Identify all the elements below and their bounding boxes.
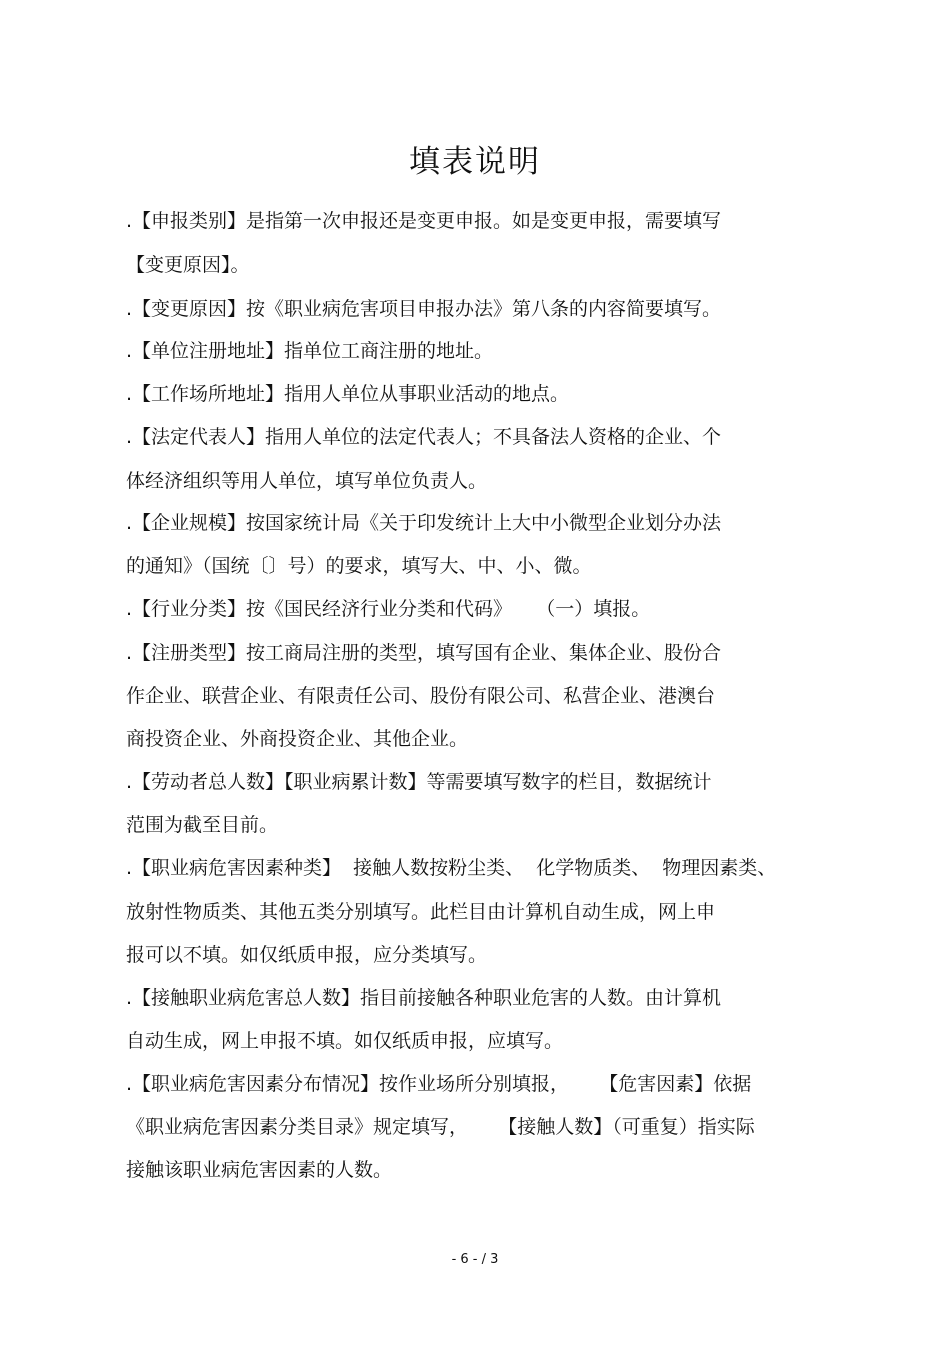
- text-line-21: .【职业病危害因素分布情况】按作业场所分别填报， 【危害因素】依据: [126, 1073, 752, 1095]
- text-line-13: 商投资企业、外商投资企业、其他企业。: [126, 728, 469, 750]
- text-line-7: 体经济组织等用人单位，填写单位负责人。: [126, 470, 488, 492]
- text-line-4: .【单位注册地址】指单位工商注册的地址。: [126, 340, 494, 362]
- text-line-8: .【企业规模】按国家统计局《关于印发统计上大中小微型企业划分办法: [126, 512, 722, 534]
- text-line-22: 《职业病危害因素分类目录》规定填写， 【接触人数】（可重复）指实际: [126, 1116, 755, 1138]
- text-line-14: .【劳动者总人数】【职业病累计数】等需要填写数字的栏目，数据统计: [126, 771, 712, 793]
- text-line-17: 放射性物质类、其他五类分别填写。此栏目由计算机自动生成，网上申: [126, 901, 716, 923]
- text-line-9: 的通知》（国统〔〕号）的要求，填写大、中、小、微。: [126, 555, 592, 577]
- page-title: 填表说明: [409, 144, 541, 180]
- text-line-2: 【变更原因】。: [126, 254, 250, 276]
- page-number: - 6 - / 3: [451, 1252, 499, 1267]
- text-line-18: 报可以不填。如仅纸质申报，应分类填写。: [126, 944, 488, 966]
- text-line-23: 接触该职业病危害因素的人数。: [126, 1159, 393, 1181]
- text-line-11: .【注册类型】按工商局注册的类型，填写国有企业、集体企业、股份合: [126, 642, 722, 664]
- text-line-6: .【法定代表人】指用人单位的法定代表人；不具备法人资格的企业、个: [126, 426, 722, 448]
- text-line-5: .【工作场所地址】指用人单位从事职业活动的地点。: [126, 383, 570, 405]
- text-line-1: .【申报类别】是指第一次申报还是变更申报。如是变更申报，需要填写: [126, 210, 722, 232]
- text-line-20: 自动生成，网上申报不填。如仅纸质申报，应填写。: [126, 1030, 564, 1052]
- text-line-3: .【变更原因】按《职业病危害项目申报办法》第八条的内容简要填写。: [126, 298, 722, 320]
- text-line-12: 作企业、联营企业、有限责任公司、股份有限公司、私营企业、港澳台: [126, 685, 716, 707]
- text-line-19: .【接触职业病危害总人数】指目前接触各种职业危害的人数。由计算机: [126, 987, 722, 1009]
- text-line-16: .【职业病危害因素种类】 接触人数按粉尘类、 化学物质类、 物理因素类、: [126, 857, 777, 879]
- text-line-10: .【行业分类】按《国民经济行业分类和代码》 （一）填报。: [126, 598, 651, 620]
- text-line-15: 范围为截至目前。: [126, 814, 279, 836]
